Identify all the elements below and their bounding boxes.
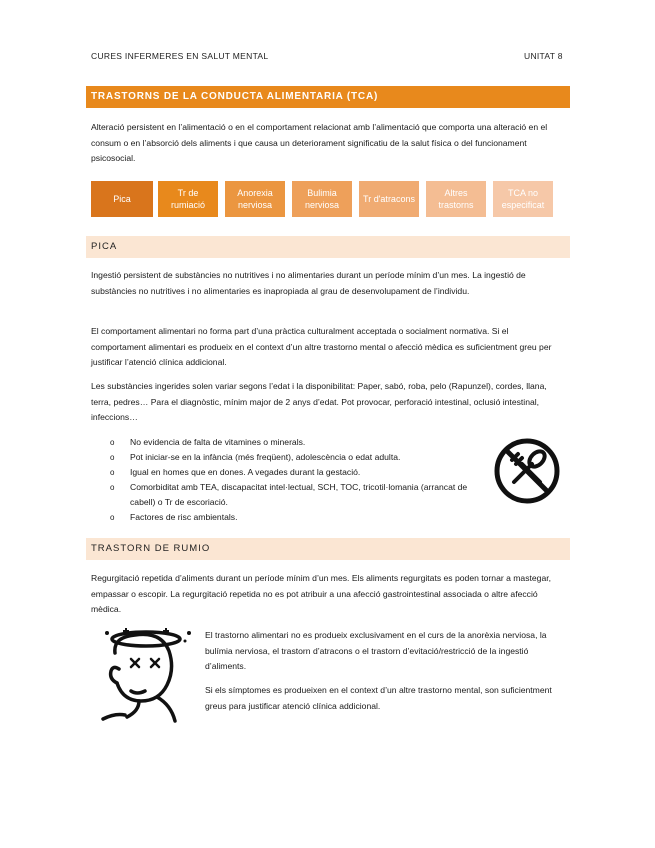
intro-paragraph: Alteració persistent en l’alimentació o en el comportament relacionat amb l’alimentació que comporta una alteració en el consum o en l’absorció dels aliments i que causa un deteriorament significatiu de la salut física o del funcionament psicosocial. bbox=[91, 122, 548, 163]
list-item: o Igual en homes que en dones. A vegades durant la gestació. bbox=[108, 465, 468, 480]
page-title: TRASTORNS DE LA CONDUCTA ALIMENTARIA (TCA) bbox=[86, 86, 570, 108]
tab-no-especificat[interactable] bbox=[493, 181, 553, 217]
bullet-marker: o bbox=[110, 483, 115, 492]
rumio-paragraph-1: Regurgitació repetida d’aliments durant un període mínim d’un mes. Els aliments regurgitats es poden tornar a mastegar, empassar o escopir. La regurgitació repetida no es pot atribuir a una afecció gastrointestinal associada o altre afecció mèdica. bbox=[91, 573, 552, 614]
header-left: CURES INFERMERES EN SALUT MENTAL bbox=[91, 51, 269, 61]
tab-bulimia[interactable] bbox=[292, 181, 352, 217]
pica-paragraph-1: Ingestió persistent de substàncies no nutritives i no alimentaries durant un període mínim d’un mes. La ingestió de substàncies no nutritives i no alimentaries es inapropiada al grau de desenvolupament de l’individu. bbox=[91, 270, 526, 296]
tab-label: Tr d'atracons bbox=[363, 194, 415, 204]
bullet-marker: o bbox=[110, 513, 115, 522]
pica-paragraph-2: El comportament alimentari no forma part d’una pràctica culturalment acceptada o socialment normativa. Si el comportament alimentari es produeix en el context d’un altre trastorno mental o afecció mèdica es suficientment greu per justificar l’atenció clínica addicional. bbox=[91, 326, 552, 367]
list-item: o Factores de risc ambientals. bbox=[108, 510, 468, 525]
rumio-paragraph-3: Si els símptomes es produeixen en el context d’un altre trastorno mental, son suficientment greus para justificar atenció clínica addicional. bbox=[205, 685, 552, 711]
tab-label: Tr de rumiació bbox=[170, 188, 205, 210]
pica-paragraph-3: Les substàncies ingerides solen variar segons l’edat i la disponibilitat: Paper, sabó, roba, pelo (Rapunzel), cordes, llana, terra, pedres… Para el diagnòstic, mínim major de 2 anys d’edat. Pot provocar, perforació intestinal, oclusió intestinal, infeccions… bbox=[91, 381, 547, 422]
tab-label: TCA no especificat bbox=[501, 188, 545, 210]
tab-label: Altres trastorns bbox=[438, 188, 474, 210]
dizzy-person-icon bbox=[101, 627, 195, 723]
bullet-marker: o bbox=[110, 453, 115, 462]
tab-pica[interactable] bbox=[91, 181, 153, 217]
no-eating-icon bbox=[492, 436, 562, 506]
tca-tabs bbox=[91, 181, 553, 217]
section-heading-rumio: TRASTORN DE RUMIO bbox=[86, 538, 570, 560]
tab-label: Anorexia nerviosa bbox=[237, 188, 273, 210]
tab-rumiacio[interactable] bbox=[158, 181, 218, 217]
bullet-marker: o bbox=[110, 438, 115, 447]
header-right: UNITAT 8 bbox=[524, 51, 563, 61]
tab-atracons[interactable] bbox=[359, 181, 419, 217]
tab-label: Pica bbox=[113, 194, 131, 204]
tab-label: Bulimia nerviosa bbox=[304, 188, 340, 210]
pica-bullet-list bbox=[108, 435, 468, 525]
list-item: o Pot iniciar-se en la infància (més freqüent), adolescència o edat adulta. bbox=[108, 450, 468, 465]
rumio-paragraph-2: El trastorno alimentari no es produeix exclusivament en el curs de la anorèxia nerviosa, la bulímia nerviosa, el trastorn d’atracons o el trastorn d’evitació/restricció de la ingestió d’aliments. bbox=[205, 630, 547, 671]
bullet-marker: o bbox=[110, 468, 115, 477]
tab-anorexia[interactable] bbox=[225, 181, 285, 217]
list-item: o Comorbiditat amb TEA, discapacitat intel·lectual, SCH, TOC, tricotil·lomania (arrancat de cabell) o Tr de escoriació. bbox=[110, 482, 468, 507]
tab-altres[interactable] bbox=[426, 181, 486, 217]
list-item: o No evidencia de falta de vitamines o minerals. bbox=[108, 435, 468, 450]
section-heading-pica: PICA bbox=[86, 236, 570, 258]
